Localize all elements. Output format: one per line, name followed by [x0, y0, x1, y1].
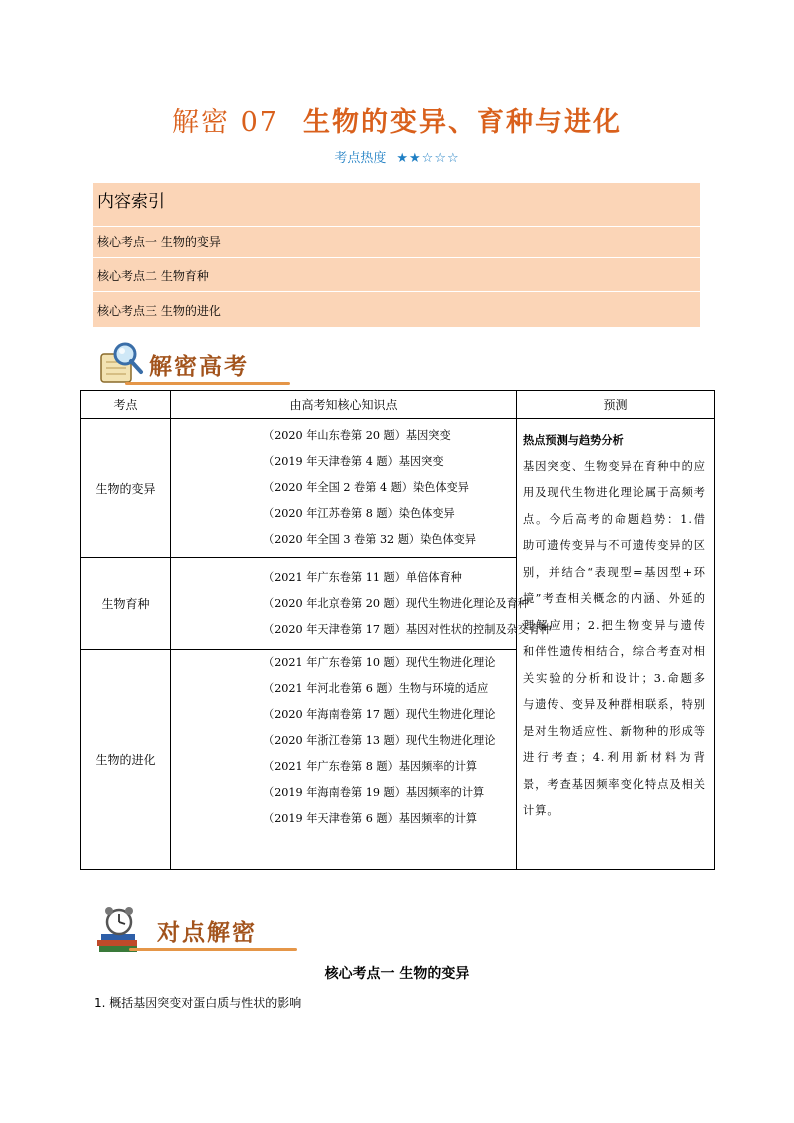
knowledge-point: （2020 年天津卷第 17 题）基因对性状的控制及杂交育种	[263, 622, 552, 636]
heat-rating	[0, 147, 794, 166]
heat-stars: ★★☆☆☆	[396, 151, 460, 166]
index-heading: 内容索引	[97, 192, 165, 212]
exam-table	[80, 390, 715, 870]
points-cell	[171, 419, 517, 558]
header-cell-points: 由高考知核心知识点	[171, 391, 517, 419]
banner-points	[95, 906, 305, 954]
index-item-3[interactable]: 核心考点三 生物的进化	[97, 304, 221, 318]
knowledge-point: （2019 年天津卷第 6 题）基因频率的计算	[263, 812, 478, 825]
banner-exam-text: 解密高考	[149, 353, 249, 380]
heat-label: 考点热度	[334, 151, 387, 166]
content-index	[93, 183, 700, 327]
knowledge-point: （2020 年全国 2 卷第 4 题）染色体变异	[263, 481, 469, 494]
prediction-text: 基因突变、生物变异在育种中的应用及现代生物进化理论属于高频考点。今后高考的命题趋势：1.借助可遗传变异与不可遗传变异的区别，并结合“表现型=基因型+环境”考查相关概念的内涵、外延的理解应用；2.把生物变异与遗传和伴性遗传相结合，综合考查对相关实验的分析和设计；3.命题多与遗传、变异及种群相联系，特别是对生物适应性、新物种的形成等进行考查；4.利用新材料为背景，考查基因频率变化特点及相关计算。	[523, 459, 706, 817]
banner-underline	[129, 948, 297, 951]
banner-points-text: 对点解密	[157, 919, 257, 946]
knowledge-point: （2020 年海南卷第 17 题）现代生物进化理论	[263, 708, 496, 721]
knowledge-point: （2021 年广东卷第 8 题）基因频率的计算	[263, 760, 478, 773]
knowledge-point: （2020 年山东卷第 20 题）基因突变	[263, 429, 451, 442]
prediction-heading: 热点预测与趋势分析	[523, 433, 624, 447]
index-divider	[93, 291, 700, 292]
banner-exam	[95, 340, 295, 388]
knowledge-point: （2021 年广东卷第 10 题）现代生物进化理论	[263, 656, 496, 669]
knowledge-point: （2019 年天津卷第 4 题）基因突变	[263, 455, 444, 468]
index-item-2[interactable]: 核心考点二 生物育种	[97, 269, 209, 283]
header-cell-prediction: 预测	[517, 391, 715, 419]
category-cell: 生物的变异	[81, 419, 171, 558]
index-item-1[interactable]: 核心考点一 生物的变异	[97, 235, 221, 249]
header-cell-topic: 考点	[81, 391, 171, 419]
title-code: 解密 07	[172, 107, 279, 138]
knowledge-point: （2021 年河北卷第 6 题）生物与环境的适应	[263, 682, 489, 695]
table-header-row	[81, 391, 715, 419]
banner-underline	[125, 382, 290, 385]
knowledge-point: （2021 年广东卷第 11 题）单倍体育种	[263, 570, 462, 584]
section-point-1: 1. 概括基因突变对蛋白质与性状的影响	[94, 996, 302, 1010]
category-cell: 生物育种	[81, 558, 171, 650]
knowledge-point: （2020 年浙江卷第 13 题）现代生物进化理论	[263, 734, 496, 747]
knowledge-point: （2020 年江苏卷第 8 题）染色体变异	[263, 507, 455, 520]
section-title: 核心考点一 生物的变异	[324, 966, 470, 982]
index-divider	[93, 226, 700, 227]
knowledge-point: （2020 年北京卷第 20 题）现代生物进化理论及育种	[263, 596, 529, 610]
category-cell: 生物的进化	[81, 650, 171, 870]
page-title	[0, 100, 794, 139]
index-divider	[93, 257, 700, 258]
prediction-cell	[517, 419, 715, 870]
magnifier-notebook-icon	[95, 340, 147, 388]
knowledge-point: （2020 年全国 3 卷第 32 题）染色体变异	[263, 533, 477, 546]
knowledge-point: （2019 年海南卷第 19 题）基因频率的计算	[263, 786, 485, 799]
points-cell	[171, 650, 517, 870]
title-text: 生物的变异、育种与进化	[302, 107, 622, 138]
table-row	[81, 419, 715, 558]
alarm-clock-books-icon	[95, 906, 151, 954]
points-cell	[171, 558, 552, 650]
